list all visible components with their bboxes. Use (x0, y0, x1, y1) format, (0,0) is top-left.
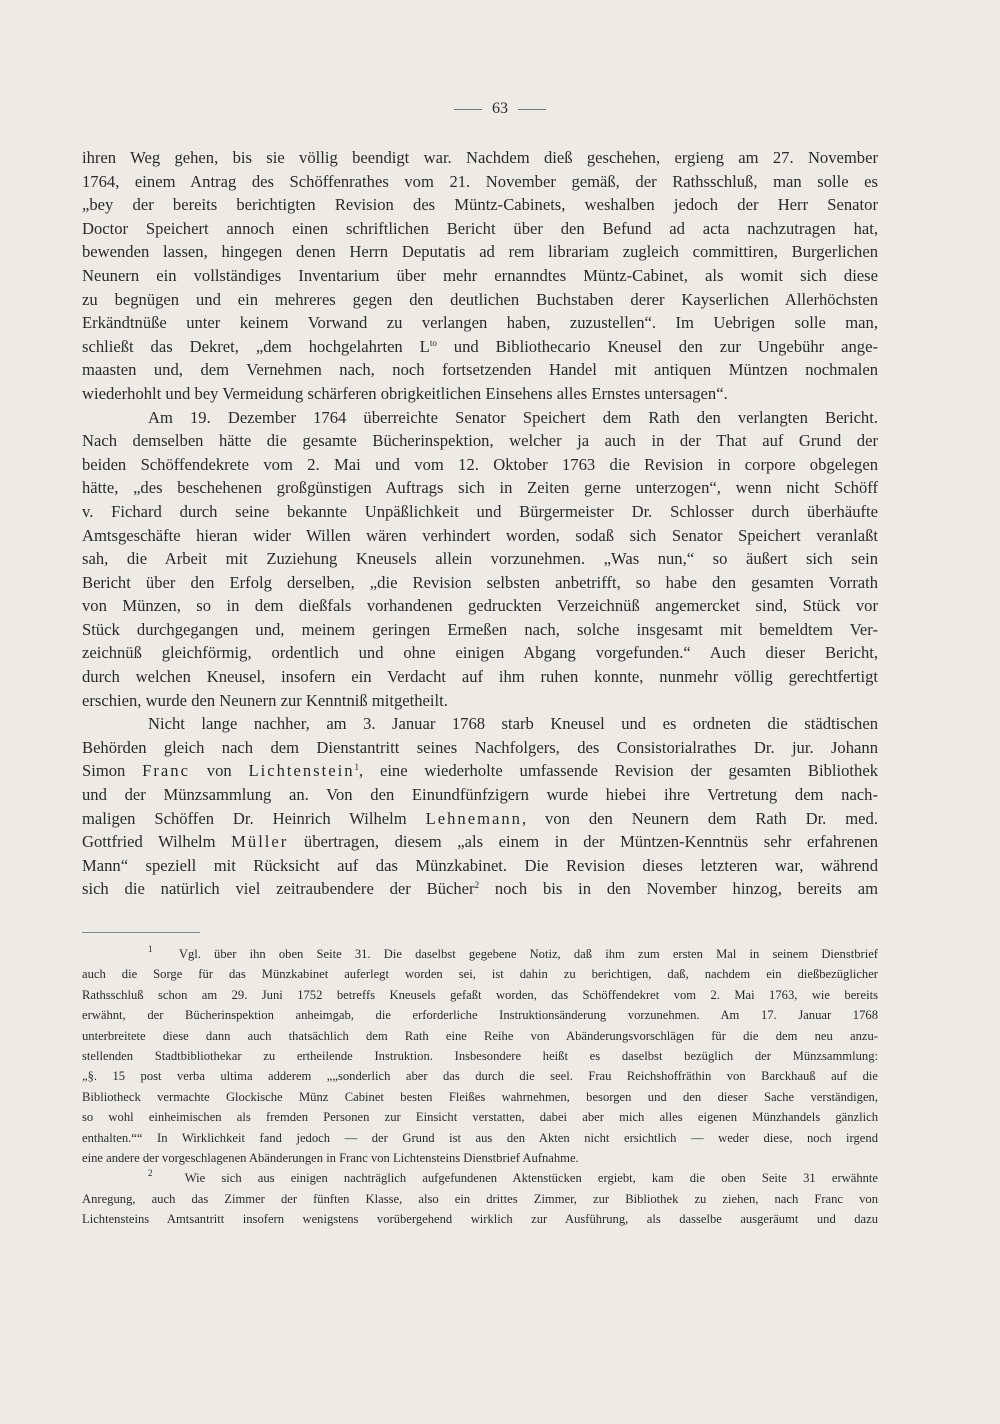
text-line (82, 335, 878, 359)
text-fragment: schließt das Dekret, „dem hochgelahrten L (82, 336, 430, 356)
main-text (82, 146, 878, 901)
footnote-line: stellenden Stadtbibliothekar zu ertheilende Instruktion. Insbesondere heißt es daselbst bezüglich der Münzsammlung: (82, 1049, 878, 1064)
text-fragment: übertragen, diesem „als einem in der Müntzen-Kenntnüs sehr erfahrenen (288, 832, 878, 852)
text-line (82, 759, 878, 783)
superscript: to (429, 337, 437, 348)
footnote-line: so wohl einheimischen als fremden Personen zur Einsicht verstatten, dabei aber mich alles eigenen Münzhandels gänzlich (82, 1110, 878, 1125)
text-line (82, 830, 878, 854)
footnote-line: eine andere der vorgeschlagenen Abänderungen in Franc von Lichtensteins Dienstbrief Aufnahme. (82, 1151, 579, 1166)
text-line: v. Fichard durch seine bekannte Unpäßlichkeit und Bürgermeister Dr. Schlosser durch überhäufte (82, 501, 878, 521)
text-line: zu begnügen und ein mehreres gegen den deutlichen Buchstaben derer Kayserlichen Allerhöchsten (82, 289, 878, 309)
text-line: Nicht lange nachher, am 3. Januar 1768 starb Kneusel und es ordneten die städtischen (148, 714, 878, 734)
text-line: Nach demselben hätte die gesamte Bücherinspektion, welcher ja auch in der That auf Grund der (82, 431, 878, 451)
text-line: Am 19. Dezember 1764 überreichte Senator Speichert dem Rath den verlangten Bericht. (148, 407, 878, 427)
text-line: Bericht über den Erfolg derselben, „die Revision selbsten anbetrifft, so habe den gesamten Vorrath (82, 572, 878, 592)
footnote-line: erwähnt, der Bücherinspektion anheimgab, die erforderliche Instruktionsänderung vorzunehmen. Am 17. Januar 1768 (82, 1008, 878, 1023)
footnote-ref: 1 (354, 762, 359, 773)
text-line: ihren Weg gehen, bis sie völlig beendigt war. Nachdem dieß geschehen, ergieng am 27. November (82, 148, 878, 167)
text-line (82, 807, 878, 831)
footnote-line: Bibliotheck vermachte Glockische Münz Cabinet besten Fleißes wahrnehmen, besorgen und den dieser Sache verständigen, (82, 1089, 878, 1104)
footnote-line: Anregung, auch das Zimmer der fünften Klasse, also ein drittes Zimmer, zur Bibliothek zu ziehen, nach Franc von (82, 1191, 878, 1206)
footnote-mark: 1 (148, 944, 153, 954)
text-fragment: , von den Neunern dem Rath Dr. med. (521, 808, 878, 828)
header-dash-left (454, 109, 482, 110)
text-line: „bey der bereits berichtigten Revision des Müntz-Cabinets, weshalben jedoch der Herr Senator (82, 195, 878, 215)
text-line: Behörden gleich nach dem Dienstantritt seines Nachfolgers, des Consistorialrathes Dr. jur. Johann (82, 737, 878, 757)
text-line: wiederhohlt und bey Vermeidung schärferen obrigkeitlichen Einsehens alles Ernstes untersagen“. (82, 383, 728, 403)
text-fragment: sich die natürlich viel zeitraubendere der Bücher (82, 879, 475, 899)
text-line: Doctor Speichert annoch einen schriftlichen Bericht über den Befund ad acta nachzutragen hat, (82, 218, 878, 238)
footnote-line (82, 1168, 878, 1188)
text-line: Mann“ speziell mit Rücksicht auf das Münzkabinet. Die Revision dieses letzteren war, während (82, 855, 878, 875)
text-line: 1764, einem Antrag des Schöffenrathes vom 21. November gemäß, der Rathsschluß, man solle es (82, 171, 878, 191)
text-line: sah, die Arbeit mit Zuziehung Kneusels allein vorzunehmen. „Was nun,“ so äußert sich sein (82, 549, 878, 569)
page-number: 63 (492, 100, 508, 117)
text-line: durch welchen Kneusel, insofern ein Verdacht auf ihm ruhen konnte, nunmehr völlig gerechtfertigt (82, 667, 878, 687)
footnotes (82, 944, 878, 1230)
text-line: beiden Schöffendekrete vom 2. Mai und vom 12. Oktober 1763 die Revision in corpore obgelegen (82, 454, 878, 474)
spaced-name: Lichtenstein (248, 761, 355, 781)
text-line: Erkändtnüße unter keinem Vorwand zu verlangen haben, zuzustellen“. Im Uebrigen solle man, (82, 313, 878, 333)
footnote-rule (82, 932, 200, 933)
footnote-line: „§. 15 post verba ultima adderem „„sonderlich aber das durch die seel. Frau Reichshoffräthin von Barckhauß auf die (82, 1069, 878, 1084)
footnote-line (82, 944, 878, 964)
text-fragment: Gottfried Wilhelm (82, 832, 216, 852)
header-dash-right (518, 109, 546, 110)
text-line: Amtsgeschäfte hieran wider Willen wären verhindert worden, sodaß sich Senator Speichert veranlaßt (82, 525, 878, 545)
footnote-line: Rathsschluß schon am 29. Juni 1752 betreffs Kneusels gefaßt worden, das Schöffendekret vom 2. Mai 1763, wie bereits (82, 987, 878, 1002)
text-line: und der Münzsammlung an. Von den Einundfünfzigern wurde hiebei ihre Vertretung dem nach- (82, 785, 878, 805)
text-line: zeichnüß gleichförmig, ordentlich und ohne einigen Abgang vorgefunden.“ Auch dieser Bericht, (82, 643, 878, 663)
text-fragment: und Bibliothecario Kneusel den zur Ungebühr ange- (436, 336, 878, 356)
footnote-line: Lichtensteins Amtsantritt insofern wenigstens vorübergehend wirklich zur Ausführung, als dasselbe ausgeräumt und dazu (82, 1212, 878, 1227)
footnote-line: auch die Sorge für das Münzkabinet auferlegt worden sei, ist dahin zu berichtigen, daß, nachdem ein dießbezüglicher (82, 967, 878, 982)
text-fragment: noch bis in den November hinzog, bereits am (479, 879, 878, 899)
text-fragment: Wie sich aus einigen nachträglich aufgefundenen Aktenstücken ergiebt, kam die oben Seite 31 erwähnte (184, 1171, 879, 1186)
spaced-name: Müller (231, 832, 289, 852)
spaced-name: Franc (142, 761, 190, 781)
text-line: maasten und, dem Vernehmen nach, noch fortsetzenden Handel mit antiquen Müntzen nochmalen (82, 360, 878, 380)
text-fragment: Vgl. über ihn oben Seite 31. Die daselbst gegebene Notiz, daß ihm zum ersten Mal in seinem Dienstbrief (178, 947, 878, 961)
text-line: erschien, wurde den Neunern zur Kenntniß mitgetheilt. (82, 690, 448, 710)
text-line: Neunern ein vollständiges Inventarium über mehr ernanndtes Müntz-Cabinet, als womit sich diese (82, 265, 878, 285)
text-line (82, 877, 878, 901)
footnote-mark: 2 (148, 1168, 153, 1179)
footnote-ref: 2 (474, 880, 480, 891)
spaced-name: Lehnemann (425, 808, 522, 828)
page-header (0, 100, 1000, 118)
text-line: bewenden lassen, hingegen denen Herrn Deputatis ad rem librariam zugleich committiren, Burgerlichen (82, 242, 878, 262)
text-fragment: maligen Schöffen Dr. Heinrich Wilhelm (82, 808, 407, 828)
footnote-line: enthalten.““ In Wirklichkeit fand jedoch — der Grund ist aus den Akten nicht ersichtlich — weder diese, noch irgend (82, 1130, 878, 1145)
text-line: von Münzen, so in dem dießfals vorhandenen gedruckten Verzeichnüß angemercket sind, Stück vor (82, 596, 878, 616)
text-fragment: von (206, 761, 232, 781)
text-fragment: , eine wiederholte umfassende Revision der gesamten Bibliothek (359, 761, 878, 781)
footnote-line: unterbreitete diese dann auch thatsächlich dem Rath eine Reihe von Abänderungsvorschlägen für die dem neu anzu- (82, 1028, 878, 1043)
text-line: Stück durchgegangen und, meinem geringen Ermeßen nach, solche insgesamt mit bemeldtem Ver- (82, 619, 878, 639)
text-line: hätte, „des beschehenen großgünstigen Auftrags sich in Zeiten gerne unterzogen“, wenn nicht Schöff (82, 478, 878, 498)
text-fragment: Simon (82, 761, 126, 781)
